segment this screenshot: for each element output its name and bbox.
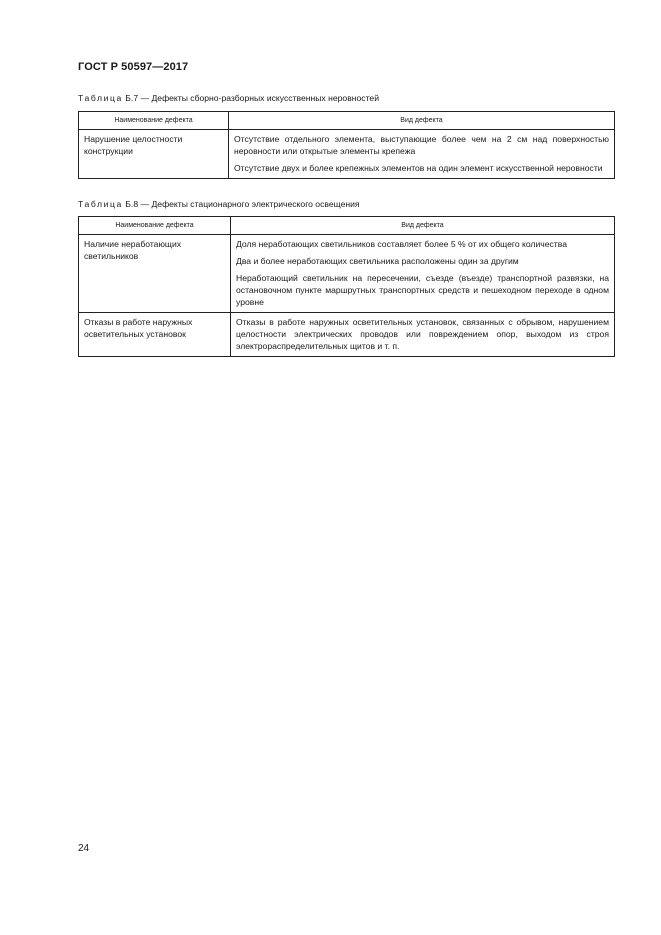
defect-name-cell: Отказы в работе наружных осветительных установок [79, 313, 231, 357]
table-row [79, 235, 615, 313]
defect-type-item: Отсутствие отдельного элемента, выступающие более чем на 2 см над поверхностью неровности или открытые элементы крепежа [234, 134, 609, 156]
defect-type-item: Отсутствие двух и более крепежных элементов на один элемент искусственной неровности [234, 163, 603, 173]
table-row [79, 313, 615, 357]
table-b7-caption-label: Таблица [78, 93, 123, 103]
table-b7-caption [78, 93, 379, 103]
defect-type-item: Неработающий светильник на пересечении, съезде (въезде) транспортной развязки, на остановочном пункте маршрутных транспортных средств и пешеходном переходе в одном уровне [236, 273, 609, 307]
defect-type-item: Доля неработающих светильников составляет более 5 % от их общего количества [236, 239, 567, 249]
defect-name-cell: Наличие неработающих светильников [79, 235, 231, 313]
table-b8-caption-text: Б.8 — Дефекты стационарного электрического освещения [122, 199, 360, 209]
defect-type-item: Отказы в работе наружных осветительных установок, связанных с обрывом, нарушением целостности электрических проводов или повреждением опор, выходом из строя электрораспределительных щитов и т. п. [236, 317, 609, 351]
defect-type-cell [231, 313, 615, 357]
table-b8-header-name: Наименование дефекта [79, 217, 231, 235]
page-number: 24 [78, 843, 90, 854]
table-b8 [78, 216, 615, 357]
defect-name-cell: Нарушение целостности конструкции [79, 130, 229, 179]
table-b7-header-type: Вид дефекта [229, 112, 615, 130]
table-b8-caption [78, 199, 360, 209]
table-b8-header-type: Вид дефекта [231, 217, 615, 235]
defect-type-cell [231, 235, 615, 313]
table-row [79, 130, 615, 179]
defect-type-cell [229, 130, 615, 179]
defect-type-item: Два и более неработающих светильника расположены один за другим [236, 256, 519, 266]
table-b7 [78, 111, 615, 179]
table-b8-caption-label: Таблица [78, 199, 123, 209]
table-b7-header-name: Наименование дефекта [79, 112, 229, 130]
table-b7-caption-text: Б.7 — Дефекты сборно-разборных искусственных неровностей [122, 93, 380, 103]
document-header: ГОСТ Р 50597—2017 [78, 61, 189, 73]
